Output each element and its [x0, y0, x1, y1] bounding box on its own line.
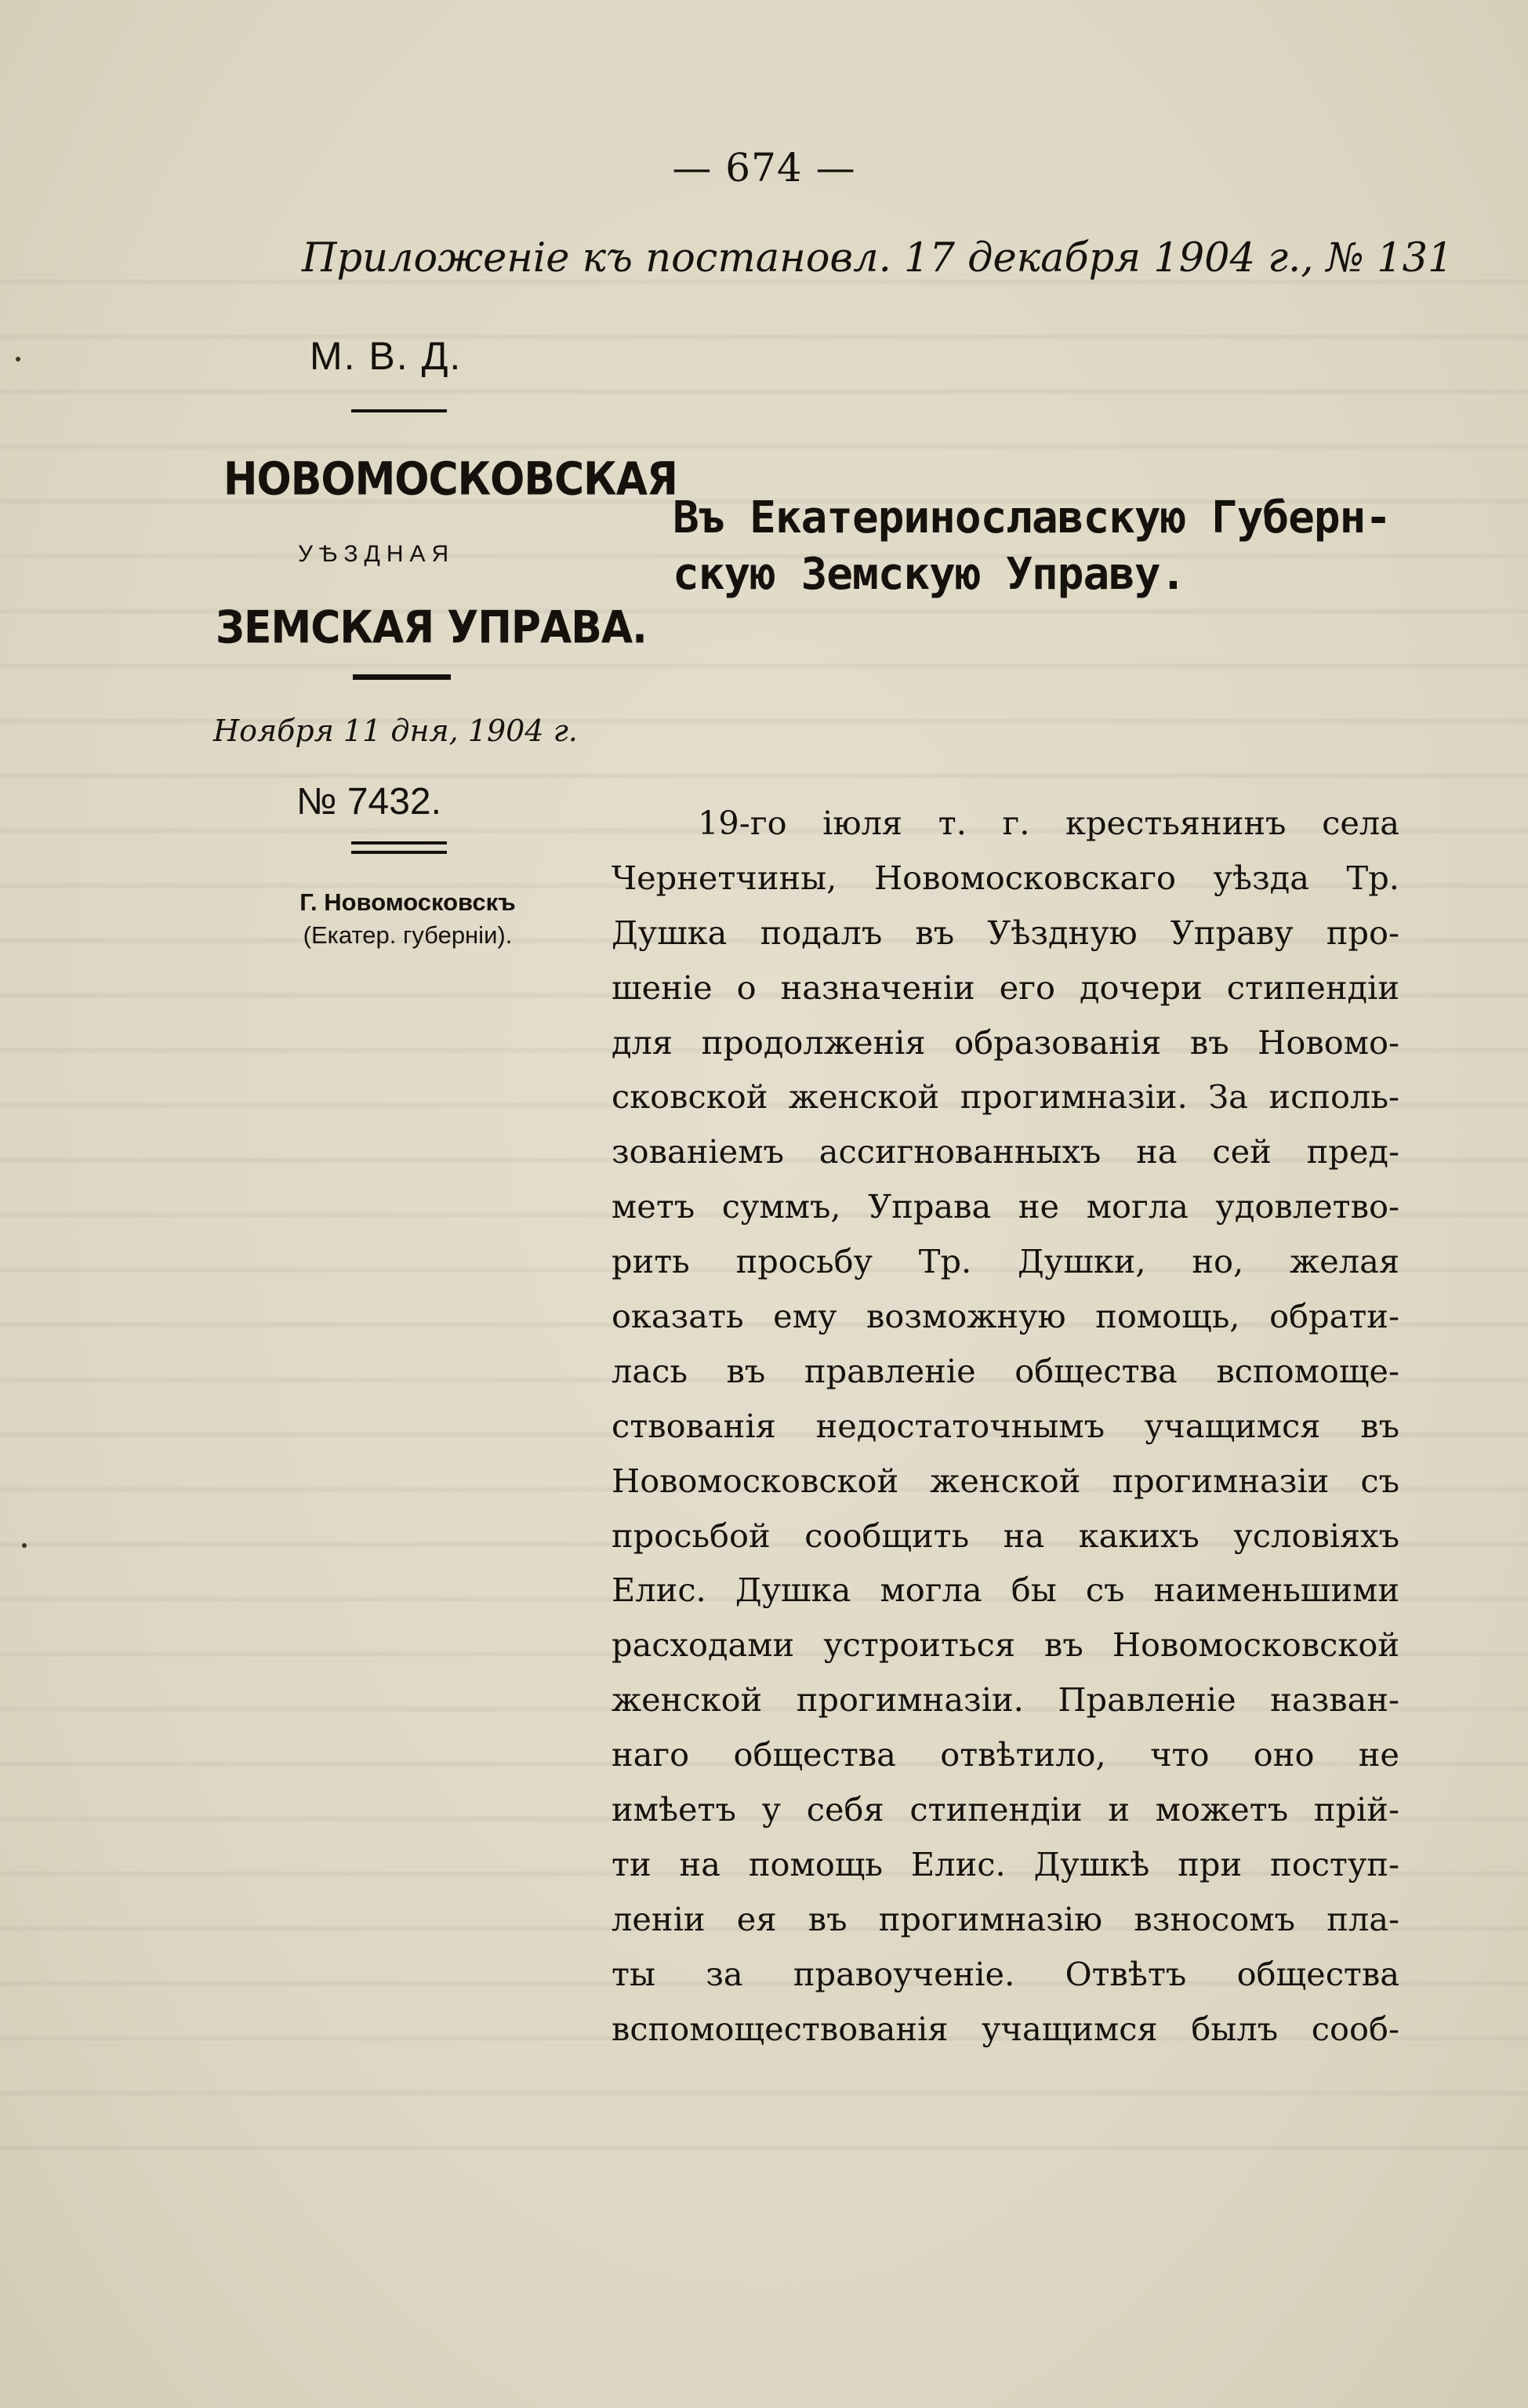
- body-line: оказать ему возможную помощь, обрати-: [612, 1297, 1399, 1336]
- body-line: сковской женской прогимназiи. За исполь-: [612, 1077, 1399, 1117]
- body-line: Чернетчины, Новомосковскаго уѣзда Тр.: [612, 858, 1399, 897]
- body-line: ленiи ея въ прогимназiю взносомъ пла-: [612, 1899, 1399, 1938]
- addressee-line2: скую Земскую Управу.: [673, 549, 1186, 600]
- body-line: расходами устроиться въ Новомосковской: [612, 1625, 1399, 1665]
- body-line: ствованiя недостаточнымъ учащимся въ: [612, 1406, 1399, 1445]
- page-number: — 674 —: [672, 145, 856, 191]
- ministry-abbreviation: М. В. Д.: [310, 334, 463, 378]
- body-line: 19-го iюля т. г. крестьянинъ села: [698, 804, 1399, 842]
- addressee: [673, 490, 1449, 603]
- issue-date: Ноября 11 дня, 1904 г.: [213, 714, 578, 748]
- double-rule-top: [351, 841, 447, 844]
- body-line: просьбой сообщить на какихъ условiяхъ: [612, 1516, 1399, 1555]
- body-line: ты за правоученiе. Отвѣтъ общества: [612, 1954, 1399, 1993]
- addressee-line1: Въ Екатеринославскую Губерн-: [673, 492, 1392, 543]
- sender-city: Г. Новомосковскъ: [299, 888, 516, 916]
- sender-org-line3: ЗЕМСКАЯ УПРАВА.: [216, 602, 647, 654]
- appendix-reference: Приложенiе къ постановл. 17 декабря 1904 г., № 131: [302, 235, 1454, 281]
- body-line: зованiемъ ассигнованныхъ на сей пред-: [612, 1132, 1399, 1171]
- document-number: № 7432.: [296, 781, 441, 823]
- body-line: Новомосковской женской прогимназiи съ: [612, 1461, 1399, 1500]
- double-rule-bottom: [351, 851, 447, 854]
- body-line: имѣетъ у себя стипендiи и можетъ прiй-: [612, 1790, 1399, 1829]
- body-line: женской прогимназiи. Правленiе назван-: [612, 1680, 1399, 1720]
- body-line: Елис. Душка могла бы съ наименьшими: [612, 1571, 1399, 1610]
- sender-org-line1: НОВОМОСКОВСКАЯ: [223, 453, 677, 507]
- divider-rule: [351, 409, 447, 412]
- body-line: рить просьбу Тр. Душки, но, желая: [612, 1242, 1399, 1281]
- body-line: ти на помощь Елис. Душкѣ при поступ-: [612, 1844, 1399, 1883]
- paper-speck: [16, 357, 20, 361]
- body-line: метъ суммъ, Управа не могла удовлетво-: [612, 1187, 1399, 1226]
- body-line: наго общества отвѣтило, что оно не: [612, 1735, 1399, 1774]
- body-line: шенiе о назначенiи его дочери стипендiи: [612, 968, 1399, 1007]
- sender-location: [255, 886, 561, 952]
- divider-rule: [353, 674, 451, 680]
- paper-speck: [22, 1543, 27, 1548]
- body-line: вспомоществованiя учащимся былъ сооб-: [612, 2009, 1399, 2048]
- letter-body: [612, 796, 1399, 2056]
- body-line: для продолженiя образованiя въ Новомо-: [612, 1022, 1399, 1062]
- body-line: Душка подалъ въ Уѣздную Управу про-: [612, 913, 1399, 952]
- sender-province: (Екатер. губернiи).: [303, 921, 513, 949]
- sender-org-line2: УѢЗДНАЯ: [298, 541, 455, 567]
- body-line: лась въ правленiе общества вспомоще-: [612, 1351, 1399, 1390]
